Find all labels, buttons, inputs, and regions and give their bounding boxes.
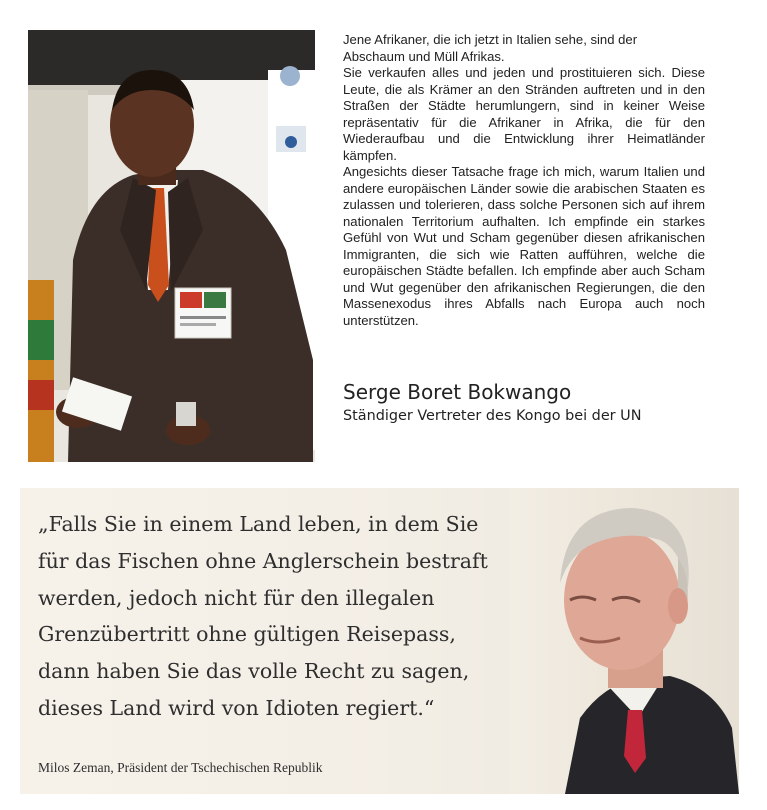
portrait-photo-zeman (510, 488, 739, 794)
quote-paragraph: Angesichts dieser Tatsache frage ich mich, warum Italien und andere europäischen Länder sowie die arabischen Staaten es zulassen und tolerieren, dass solche Personen sich auf ihrem nationalen Territorium aufhalten. Ich empfinde ein starkes Gefühl von Wut und Scham gegenüber diesen afrikanischen Immigranten, die sich wie Ratten aufführen, welche die europäischen Städte befallen. Ich empfinde aber auch Scham und Wut gegenüber den afrikanischen Regierungen, die den Massenexodus ihres Abfalls nach Europa auch noch unterstützen. (343, 164, 705, 328)
author-name: Serge Boret Bokwango (343, 380, 572, 404)
quote-paragraph: Jene Afrikaner, die ich jetzt in Italien sehe, sind der Abschaum und Müll Afrikas. (343, 32, 638, 64)
portrait-photo-bokwango (28, 30, 315, 462)
quote-text-bokwango (343, 32, 705, 329)
portrait-photo-bokwango-image (28, 30, 315, 462)
attribution-zeman: Milos Zeman, Präsident der Tschechischen Republik (38, 760, 323, 775)
portrait-photo-zeman-image (510, 488, 739, 794)
author-role: Ständiger Vertreter des Kongo bei der UN (343, 408, 642, 424)
bottom-panel (20, 488, 739, 794)
quote-paragraph: Sie verkaufen alles und jeden und prostituieren sich. Diese Leute, die als Krämer an den Stränden auftreten und in den Straßen der Städte herumlungern, sind in keiner Weise repräsentativ für die Afrikaner in Afrika, die für den Wiederaufbau und die Entwicklung ihrer Heimatländer kämpfen. (343, 65, 705, 163)
quote-text-zeman: „Falls Sie in einem Land leben, in dem Sie für das Fischen ohne Anglerschein bestraft werden, jedoch nicht für den illegalen Grenzübertritt ohne gültigen Reisepass, dann haben Sie das volle Recht zu sagen, dieses Land wird von Idioten regiert.“ (38, 512, 488, 720)
